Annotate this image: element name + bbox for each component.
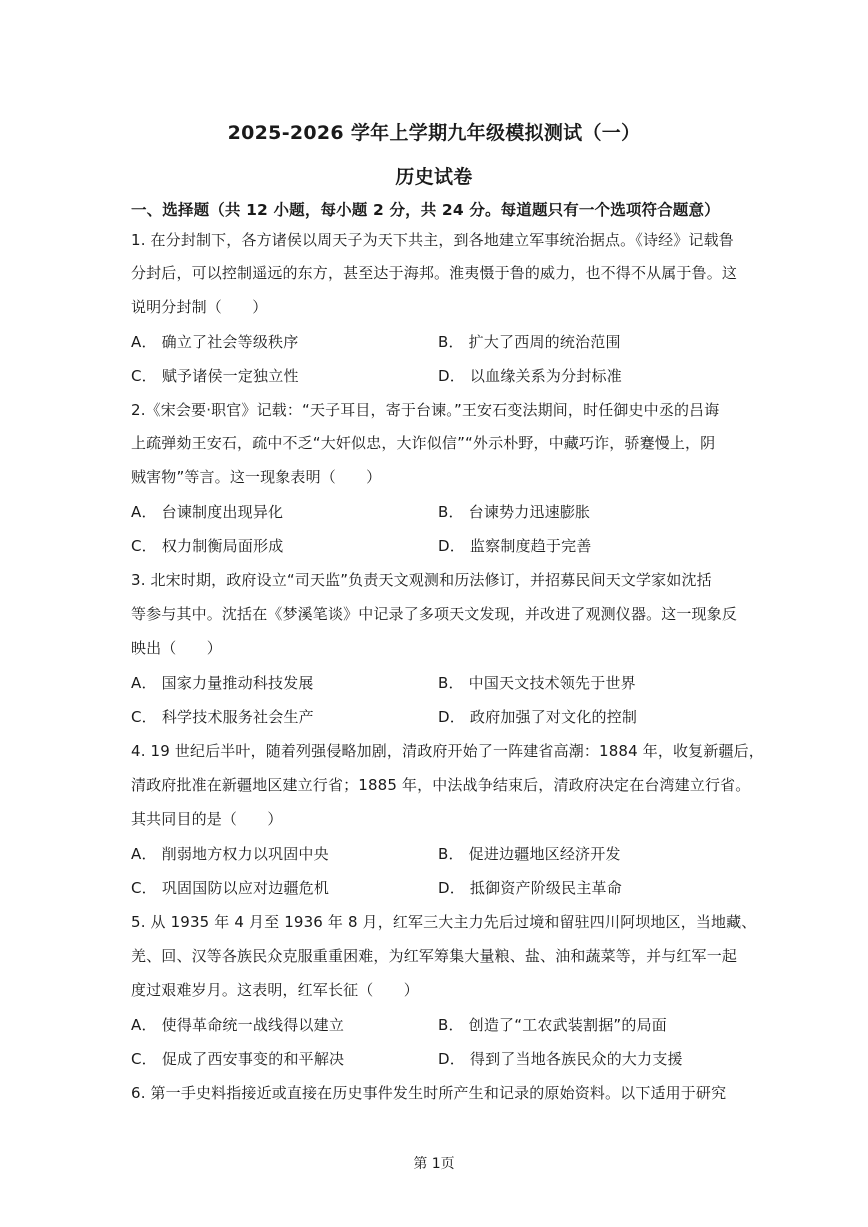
- question-1-option-d: D． 以血缘关系为分封标准: [438, 367, 622, 385]
- question-4-option-b: B． 促进边疆地区经济开发: [438, 845, 621, 863]
- question-5-option-c: C． 促成了西安事变的和平解决: [131, 1050, 345, 1068]
- question-2-option-a: A． 台谏制度出现异化: [131, 503, 284, 521]
- question-2-option-b: B． 台谏势力迅速膨胀: [438, 503, 591, 521]
- question-2-line-2: 上疏弹劾王安石，疏中不乏“大奸似忠，大诈似信”“外示朴野，中藏巧诈，骄蹇慢上，阴: [131, 434, 716, 452]
- question-1-option-b: B． 扩大了西周的统治范围: [438, 333, 621, 351]
- question-6-line-1: 6. 第一手史料指接近或直接在历史事件发生时所产生和记录的原始资料。以下适用于研究: [131, 1084, 727, 1102]
- question-3-line-3: 映出（ ）: [131, 639, 222, 657]
- question-5-line-3: 度过艰难岁月。这表明，红军长征（ ）: [131, 981, 419, 999]
- question-5-line-2: 羌、回、汉等各族民众克服重重困难，为红军筹集大量粮、盐、油和蔬菜等，并与红军一起: [131, 947, 738, 965]
- page-number: 第 1页: [413, 1156, 455, 1172]
- question-2-option-c: C． 权力制衡局面形成: [131, 537, 284, 555]
- question-1-line-2: 分封后，可以控制遥远的东方，甚至达于海邦。淮夷慑于鲁的威力，也不得不从属于鲁。这: [131, 264, 738, 282]
- question-3-option-a: A． 国家力量推动科技发展: [131, 674, 314, 692]
- question-4-option-d: D． 抵御资产阶级民主革命: [438, 879, 622, 897]
- question-1-line-1: 1. 在分封制下，各方诸侯以周天子为天下共主，到各地建立军事统治据点。《诗经》记载鲁: [131, 231, 734, 249]
- question-5-option-d: D． 得到了当地各族民众的大力支援: [438, 1050, 683, 1068]
- question-4-line-3: 其共同目的是（ ）: [131, 810, 283, 828]
- question-3-option-c: C． 科学技术服务社会生产: [131, 708, 314, 726]
- question-3-line-2: 等参与其中。沈括在《梦溪笔谈》中记录了多项天文发现，并改进了观测仪器。这一现象反: [131, 605, 738, 623]
- question-5-option-a: A． 使得革命统一战线得以建立: [131, 1016, 345, 1034]
- exam-title: 2025-2026 学年上学期九年级模拟测试（一）: [227, 122, 641, 144]
- exam-subtitle: 历史试卷: [395, 166, 473, 188]
- question-3-line-1: 3. 北宋时期，政府设立“司天监”负责天文观测和历法修订，并招募民间天文学家如沈括: [131, 571, 712, 589]
- question-1-line-3: 说明分封制（ ）: [131, 298, 268, 316]
- question-2-line-3: 贼害物”等言。这一现象表明（ ）: [131, 468, 382, 486]
- question-3-option-d: D． 政府加强了对文化的控制: [438, 708, 638, 726]
- question-3-option-b: B． 中国天文技术领先于世界: [438, 674, 636, 692]
- question-1-option-c: C． 赋予诸侯一定独立性: [131, 367, 299, 385]
- question-4-option-c: C． 巩固国防以应对边疆危机: [131, 879, 330, 897]
- question-4-line-2: 清政府批准在新疆地区建立行省；1885 年，中法战争结束后，清政府决定在台湾建立行省。: [131, 776, 751, 794]
- section-heading: 一、选择题（共 12 小题，每小题 2 分，共 24 分。每道题只有一个选项符合题意）: [131, 201, 720, 219]
- question-5-option-b: B． 创造了“工农武装割据”的局面: [438, 1016, 668, 1034]
- question-1-option-a: A． 确立了社会等级秩序: [131, 333, 299, 351]
- question-2-option-d: D． 监察制度趋于完善: [438, 537, 592, 555]
- question-2-line-1: 2.《宋会要·职官》记载：“天子耳目，寄于台谏。”王安石变法期间，时任御史中丞的吕诲: [131, 401, 720, 419]
- question-4-option-a: A． 削弱地方权力以巩固中央: [131, 845, 329, 863]
- question-5-line-1: 5. 从 1935 年 4 月至 1936 年 8 月，红军三大主力先后过境和留驻四川阿坝地区，当地藏、: [131, 913, 757, 931]
- question-4-line-1: 4. 19 世纪后半叶，随着列强侵略加剧，清政府开始了一阵建省高潮：1884 年，收复新疆后，: [131, 742, 764, 760]
